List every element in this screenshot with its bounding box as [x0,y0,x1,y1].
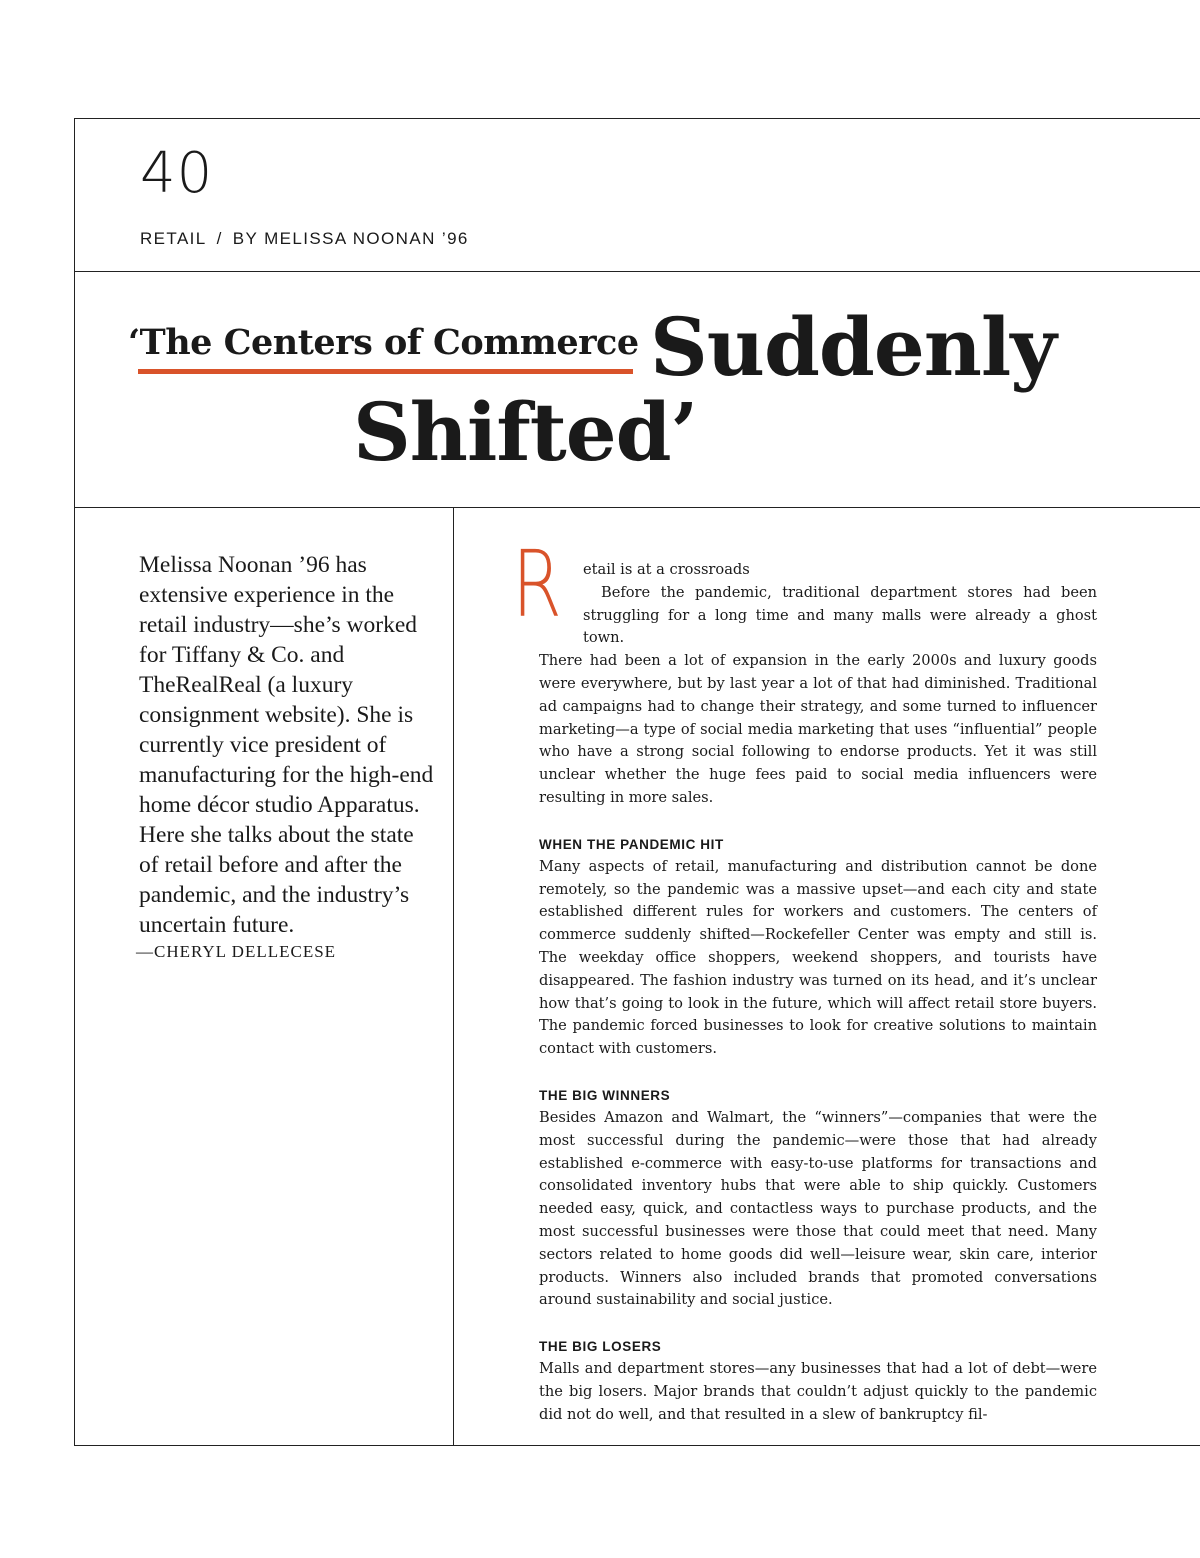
headline-part-3: Shifted’ [353,385,698,479]
author-label: BY MELISSA NOONAN ’96 [232,229,469,248]
sidebar-intro: Melissa Noonan ’96 has extensive experience in the retail industry—she’s worked for Tiffany & Co. and TheRealReal (a luxury consignment website). She is currently vice president of manufacturing for the high-end home décor studio Apparatus. Here she talks about the state of retail before and after the pandemic, and the industry’s uncertain future. [139,552,434,938]
frame-top-rule [74,118,1200,119]
section-label: RETAIL [140,229,207,248]
section-body-winners: Besides Amazon and Walmart, the “winners”—companies that were the most successful during the pandemic—were those that had already established e-commerce with easy-to-use platforms for transactions and consolidated inventory hubs that were able to ship quickly. Customers needed easy, quick, and contactless ways to purchase products, and the most successful businesses were those that could meet that need. Many sectors related to home goods did well—leisure wear, skin care, interior products. Winners also included brands that promoted conversations around sustainability and social justice. [539,1108,1097,1309]
byline [140,229,469,249]
frame-bottom-rule [74,1445,1200,1446]
section-body-pandemic: Many aspects of retail, manufacturing and distribution cannot be done remotely, so the pandemic was a massive upset—and each city and state established different rules for workers and customers. The centers of commerce suddenly shifted—Rockefeller Center was empty and still is. The weekday office shoppers, weekend shoppers, and tourists have disappeared. The fashion industry was turned on its head, and it’s unclear how that’s going to look in the future, which will affect retail store buyers. The pandemic forced businesses to look for creative solutions to maintain contact with customers. [539,857,1097,1058]
sidebar [136,550,439,962]
drop-cap: R [512,531,562,638]
article-paragraph-1-rest: There had been a lot of expansion in the early 2000s and luxury goods were everywhere, but by last year a lot of that had diminished. Traditional ad campaigns had to change their strategy, and some turned to influencer marketing—a type of social media marketing that uses “influential” people who have a strong social following to endorse products. Yet it was still unclear whether the huge fees paid to social media influencers were resulting in more sales. [539,652,1097,806]
byline-separator: / [216,229,223,248]
headline-underline [138,369,633,374]
article-paragraph-1-start-text: Before the pandemic, traditional department stores had been struggling for a long time and many malls were already a ghost town. [583,583,1097,647]
article-body [512,531,1097,1427]
section-body-losers: Malls and department stores—any businesses that had a lot of debt—were the big losers. Major brands that couldn’t adjust quickly to the pandemic did not do well, and that resulted in a slew of bankruptcy fil- [539,1360,1097,1423]
frame-left-rule [74,118,75,1446]
page-number: 40 [140,141,214,206]
headline-part-2: Suddenly [650,300,1056,394]
headline-divider [74,507,1200,508]
sidebar-credit: —CHERYL DELLECESE [136,942,337,961]
article-paragraph-1-start [583,582,1097,650]
header-divider [74,271,1200,272]
article-lead: etail is at a crossroads [583,561,750,578]
headline-part-1: ‘The Centers of Commerce [128,322,639,363]
section-heading-winners: THE BIG WINNERS [539,1087,671,1103]
column-divider [453,507,454,1446]
section-heading-losers: THE BIG LOSERS [539,1339,662,1355]
section-heading-pandemic: WHEN THE PANDEMIC HIT [539,836,724,852]
